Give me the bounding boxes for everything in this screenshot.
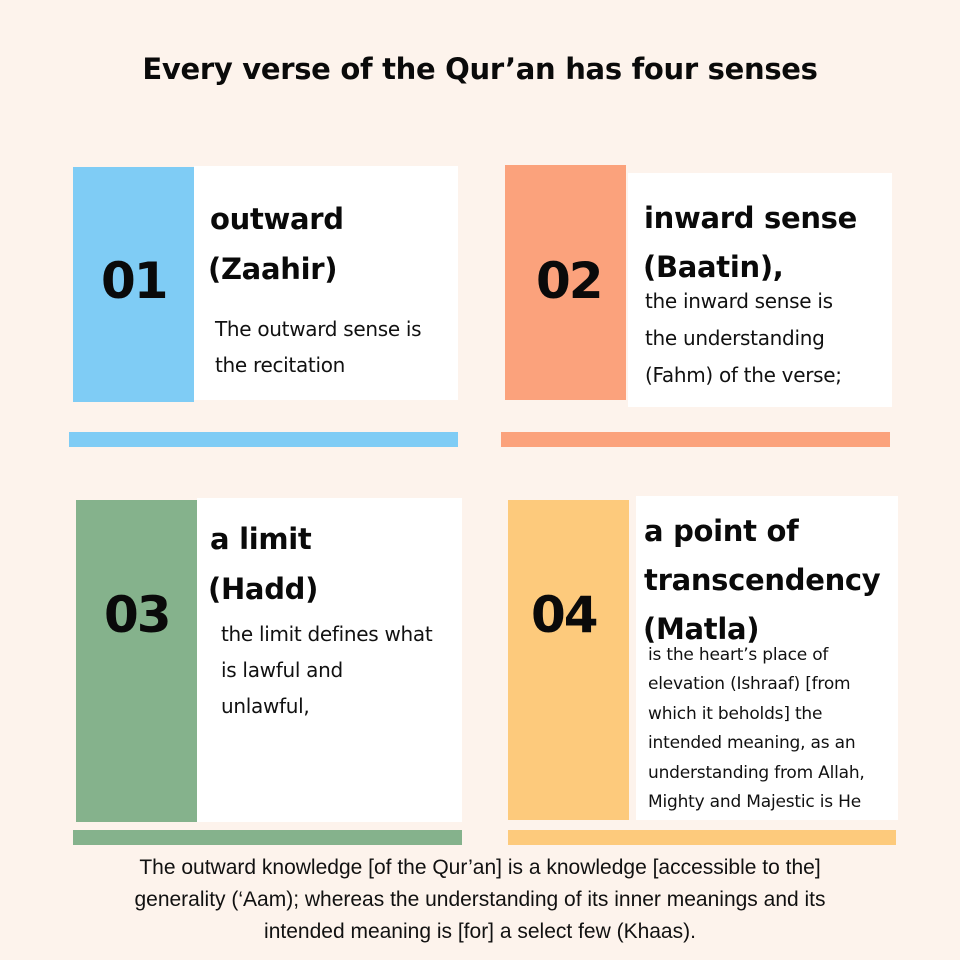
- card-1-description-line2: the recitation: [215, 353, 346, 377]
- card-1-number: 01: [101, 252, 167, 310]
- card-2-heading-line2: (Baatin),: [643, 250, 784, 284]
- card-3-description-line2: is lawful and: [221, 658, 343, 682]
- card-3-color-block: [76, 500, 197, 822]
- card-4-underline-bar: [508, 830, 896, 845]
- card-3-number: 03: [104, 586, 170, 644]
- card-1-heading-line1: outward: [210, 202, 344, 236]
- card-3-description-line1: the limit defines what: [221, 622, 433, 646]
- card-4-description-line6: Mighty and Majestic is He: [648, 792, 861, 812]
- card-1-description-line1: The outward sense is: [215, 317, 422, 341]
- card-2-description-line2: the understanding: [645, 326, 825, 350]
- card-3-heading-line1: a limit: [210, 522, 312, 556]
- card-4-heading-line1: a point of: [644, 514, 799, 548]
- footer-line-1: The outward knowledge [of the Qur’an] is a knowledge [accessible to the]: [139, 856, 821, 879]
- card-1-heading-line2: (Zaahir): [208, 252, 338, 286]
- card-4-description-line4: intended meaning, as an: [648, 733, 856, 753]
- card-4-description-line1: is the heart’s place of: [648, 645, 829, 665]
- card-4-description-line2: elevation (Ishraaf) [from: [648, 674, 851, 694]
- card-4-heading-line3: (Matla): [643, 612, 760, 646]
- card-2-heading-line1: inward sense: [644, 201, 858, 235]
- card-4-heading-line2: transcendency: [644, 563, 881, 597]
- footer-line-2: generality (‘Aam); whereas the understanding of its inner meanings and its: [134, 888, 826, 911]
- card-4-description-line3: which it beholds] the: [648, 704, 823, 724]
- footer-text: [40, 852, 920, 948]
- card-2-underline-bar: [501, 432, 890, 447]
- card-4-number: 04: [531, 586, 597, 644]
- card-2-description-line3: (Fahm) of the verse;: [645, 363, 842, 387]
- card-4-color-block: [508, 500, 629, 820]
- card-3-heading-line2: (Hadd): [208, 572, 319, 606]
- page-title: Every verse of the Qur’an has four senses: [142, 52, 818, 86]
- card-3-underline-bar: [73, 830, 462, 845]
- card-2-description-line1: the inward sense is: [645, 289, 833, 313]
- card-1-underline-bar: [69, 432, 458, 447]
- card-4-description-line5: understanding from Allah,: [648, 763, 865, 783]
- card-2-number: 02: [536, 252, 602, 310]
- card-3-description-line3: unlawful,: [221, 694, 310, 718]
- footer-line-3: intended meaning is [for] a select few (Khaas).: [264, 920, 696, 943]
